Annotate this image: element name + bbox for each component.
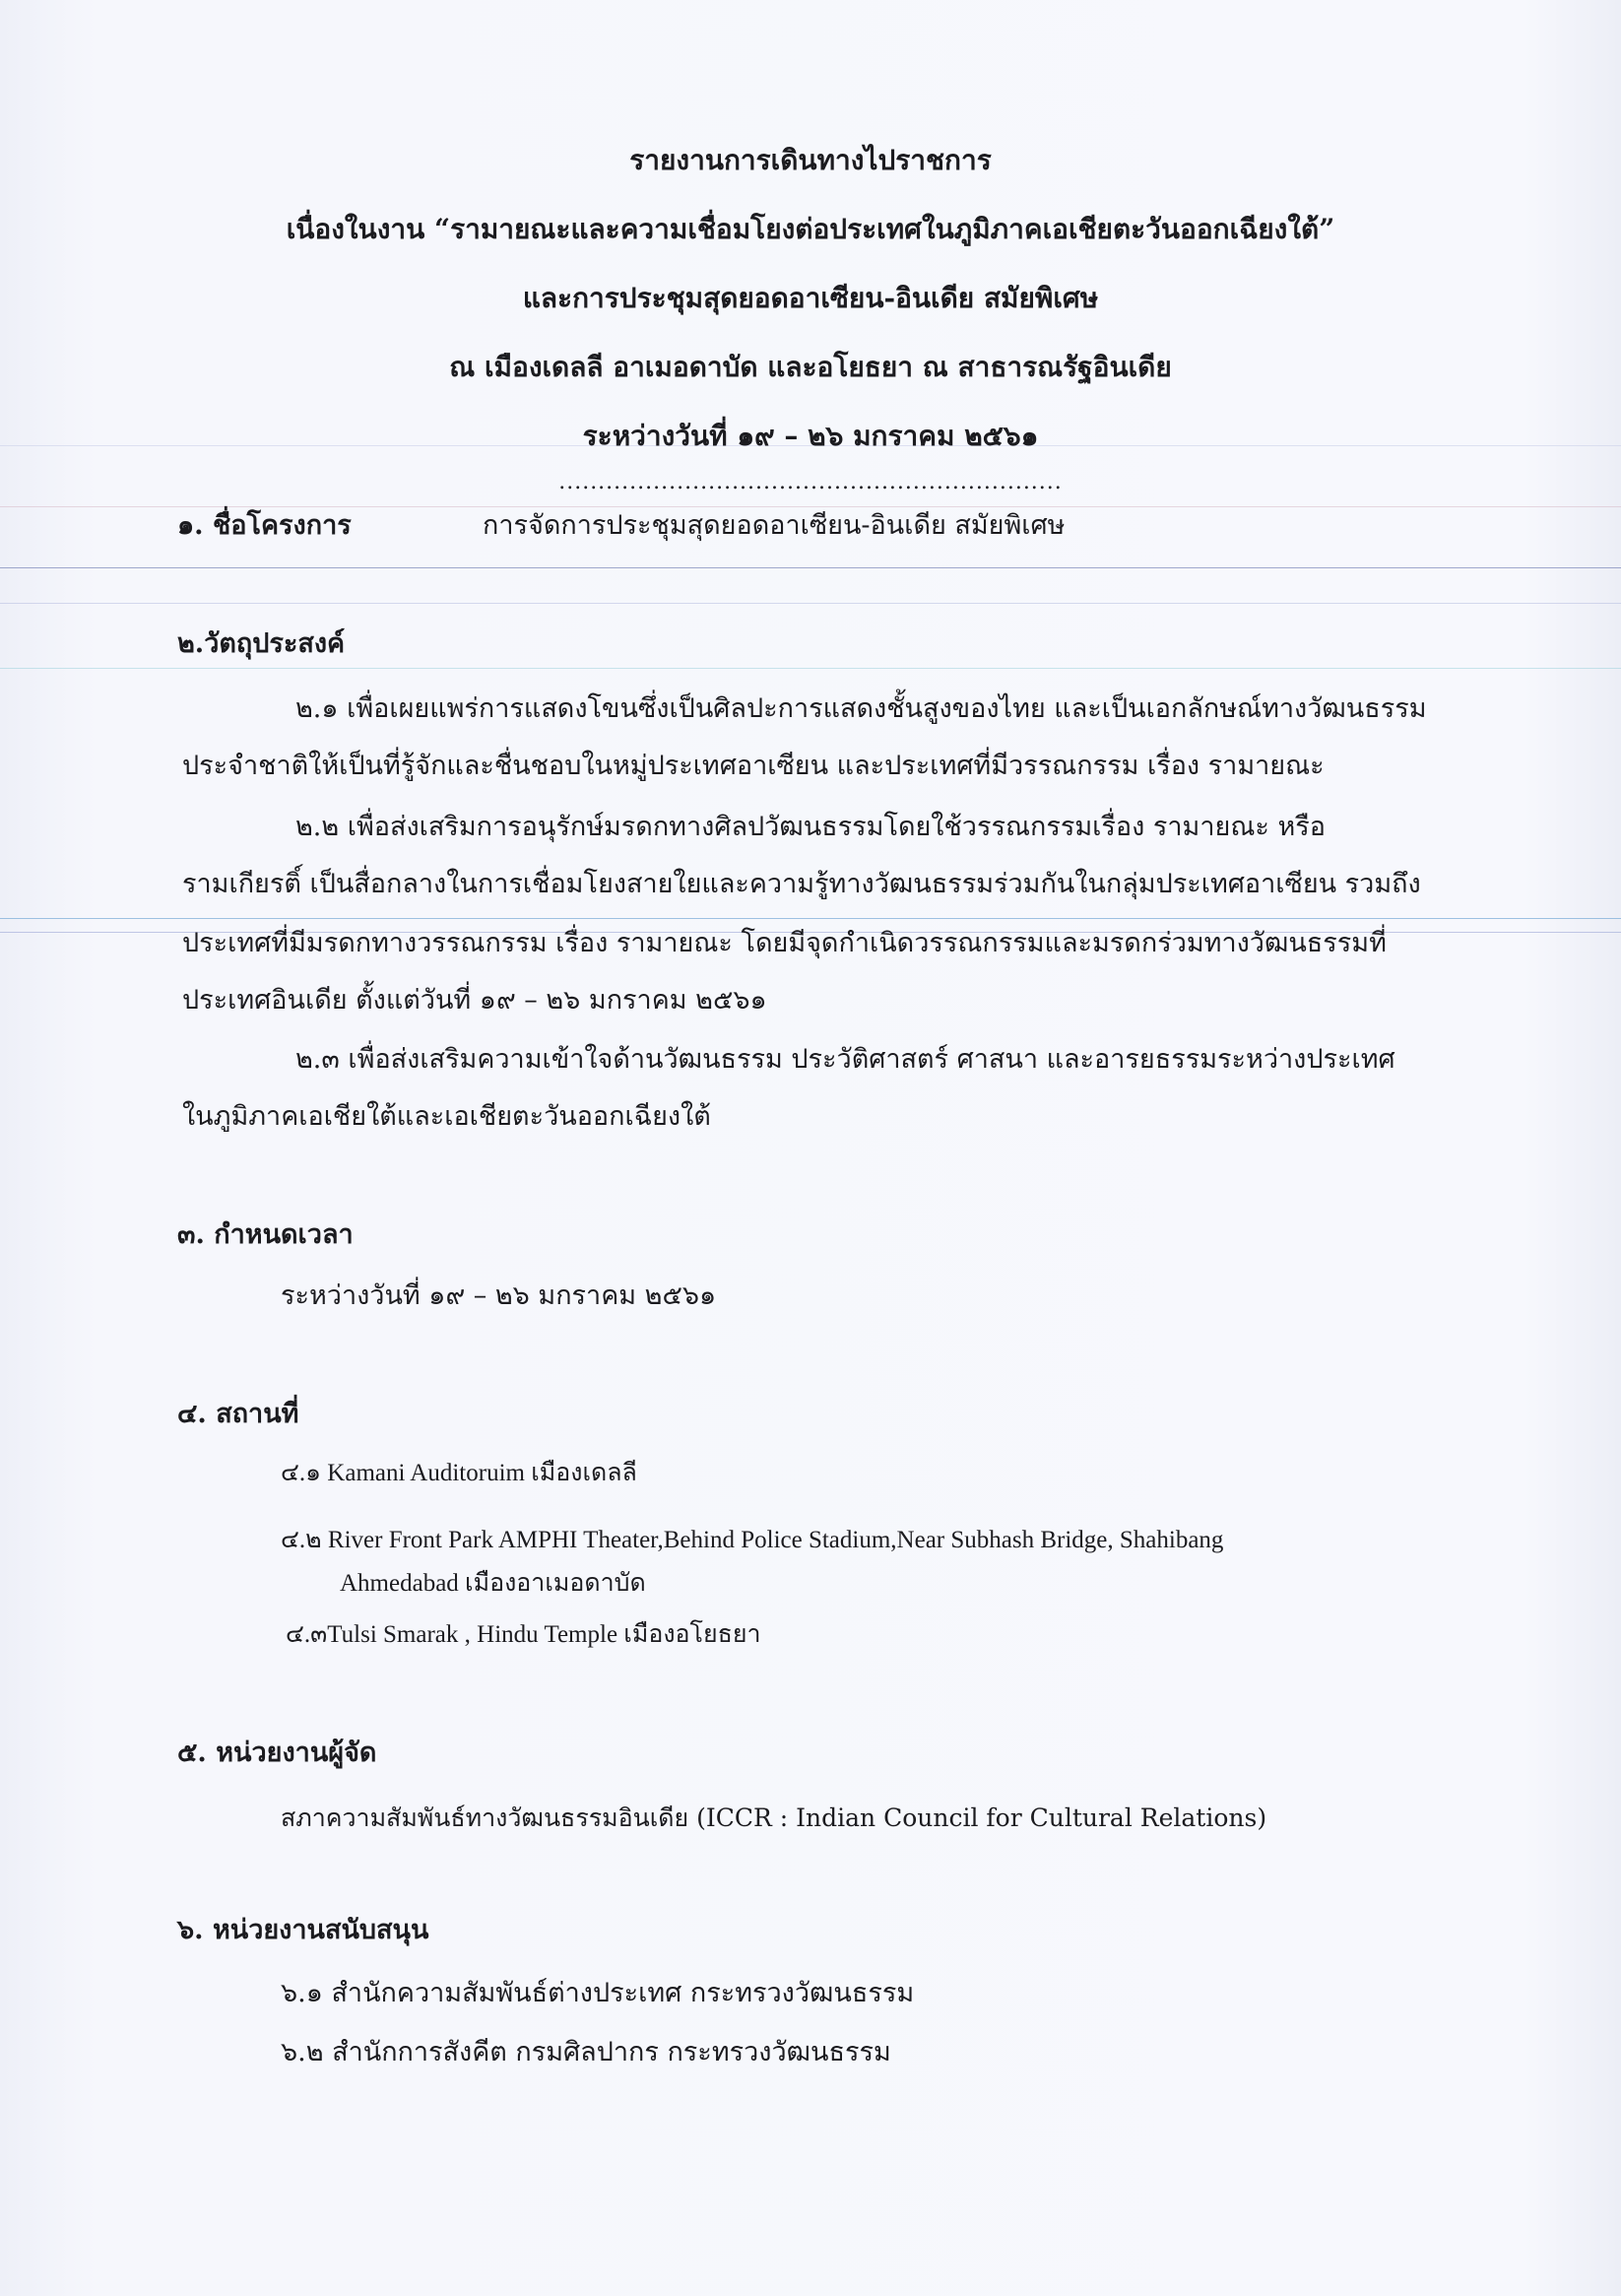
report-title: รายงานการเดินทางไปราชการ [629, 144, 992, 176]
objective-2-2-line-4: ประเทศอินเดีย ตั้งแต่วันที่ ๑๙ – ๒๖ มกราคม ๒๕๖๑ [182, 985, 767, 1016]
support-6-2: ๖.๒ สำนักการสังคีต กรมศิลปากร กระทรวงวัฒนธรรม [281, 2037, 891, 2067]
report-meeting: และการประชุมสุดยอดอาเซียน-อินเดีย สมัยพิเศษ [522, 282, 1099, 314]
report-event: เนื่องในงาน “รามายณะและความเชื่อมโยงต่อประเทศในภูมิภาคเอเชียตะวันออกเฉียงใต้” [286, 213, 1335, 245]
scan-line [0, 918, 1621, 919]
section-1-heading: ๑. ชื่อโครงการ [177, 510, 352, 541]
scan-line [0, 603, 1621, 604]
section-5-value: สภาความสัมพันธ์ทางวัฒนธรรมอินเดีย (ICCR : Indian Council for Cultural Relations) [281, 1804, 1267, 1832]
section-6-heading: ๖. หน่วยงานสนับสนุน [177, 1915, 429, 1945]
scan-line [0, 506, 1621, 507]
support-6-1: ๖.๑ สำนักความสัมพันธ์ต่างประเทศ กระทรวงวัฒนธรรม [281, 1978, 915, 2008]
objective-2-3-line-1: ๒.๓ เพื่อส่งเสริมความเข้าใจด้านวัฒนธรรม ประวัติศาสตร์ ศาสนา และอารยธรรมระหว่างประเทศ [295, 1044, 1395, 1075]
objective-2-2-line-1: ๒.๒ เพื่อส่งเสริมการอนุรักษ์มรดกทางศิลปวัฒนธรรมโดยใช้วรรณกรรมเรื่อง รามายณะ หรือ [295, 812, 1326, 842]
report-dates: ระหว่างวันที่ ๑๙ – ๒๖ มกราคม ๒๕๖๑ [582, 420, 1039, 452]
objective-2-2-line-2: รามเกียรติ์ เป็นสื่อกลางในการเชื่อมโยงสายใยและความรู้ทางวัฒนธรรมร่วมกันในกลุ่มประเทศอาเซียน รวมถึง [182, 869, 1421, 899]
venue-4-2-line-1: ๔.๒ River Front Park AMPHI Theater,Behind Police Stadium,Near Subhash Bridge, Shahibang [281, 1527, 1224, 1553]
header-divider: ................................................................ [558, 470, 1063, 494]
report-header [197, 143, 1424, 494]
scan-line [0, 668, 1621, 669]
venue-4-3: ๔.๓Tulsi Smarak , Hindu Temple เมืองอโยธยา [286, 1621, 761, 1648]
venue-4-2-line-2: Ahmedabad เมืองอาเมอดาบัด [340, 1570, 646, 1597]
objective-2-3-line-2: ในภูมิภาคเอเชียใต้และเอเชียตะวันออกเฉียงใต้ [182, 1101, 711, 1132]
scan-line [0, 567, 1621, 568]
objective-2-2-line-3: ประเทศที่มีมรดกทางวรรณกรรม เรื่อง รามายณะ โดยมีจุดกำเนิดวรรณกรรมและมรดกร่วมทางวัฒนธรรมที่ [182, 928, 1387, 958]
section-3-heading: ๓. กำหนดเวลา [177, 1219, 354, 1250]
section-4-heading: ๔. สถานที่ [177, 1399, 299, 1429]
objective-2-1-line-2: ประจำชาติให้เป็นที่รู้จักและชื่นชอบในหมู่ประเทศอาเซียน และประเทศที่มีวรรณกรรม เรื่อง รามายณะ [182, 751, 1325, 781]
objective-2-1-line-1: ๒.๑ เพื่อเผยแพร่การแสดงโขนซึ่งเป็นศิลปะการแสดงชั้นสูงของไทย และเป็นเอกลักษณ์ทางวัฒนธรรม [295, 693, 1427, 724]
section-3-value: ระหว่างวันที่ ๑๙ – ๒๖ มกราคม ๒๕๖๑ [281, 1280, 717, 1311]
report-location: ณ เมืองเดลลี อาเมอดาบัด และอโยธยา ณ สาธารณรัฐอินเดีย [449, 351, 1172, 383]
section-5-heading: ๕. หน่วยงานผู้จัด [177, 1738, 377, 1768]
venue-4-1: ๔.๑ Kamani Auditoruim เมืองเดลลี [281, 1460, 637, 1486]
section-2-heading: ๒.วัตถุประสงค์ [177, 628, 346, 659]
section-1-value: การจัดการประชุมสุดยอดอาเซียน-อินเดีย สมัยพิเศษ [483, 510, 1066, 541]
